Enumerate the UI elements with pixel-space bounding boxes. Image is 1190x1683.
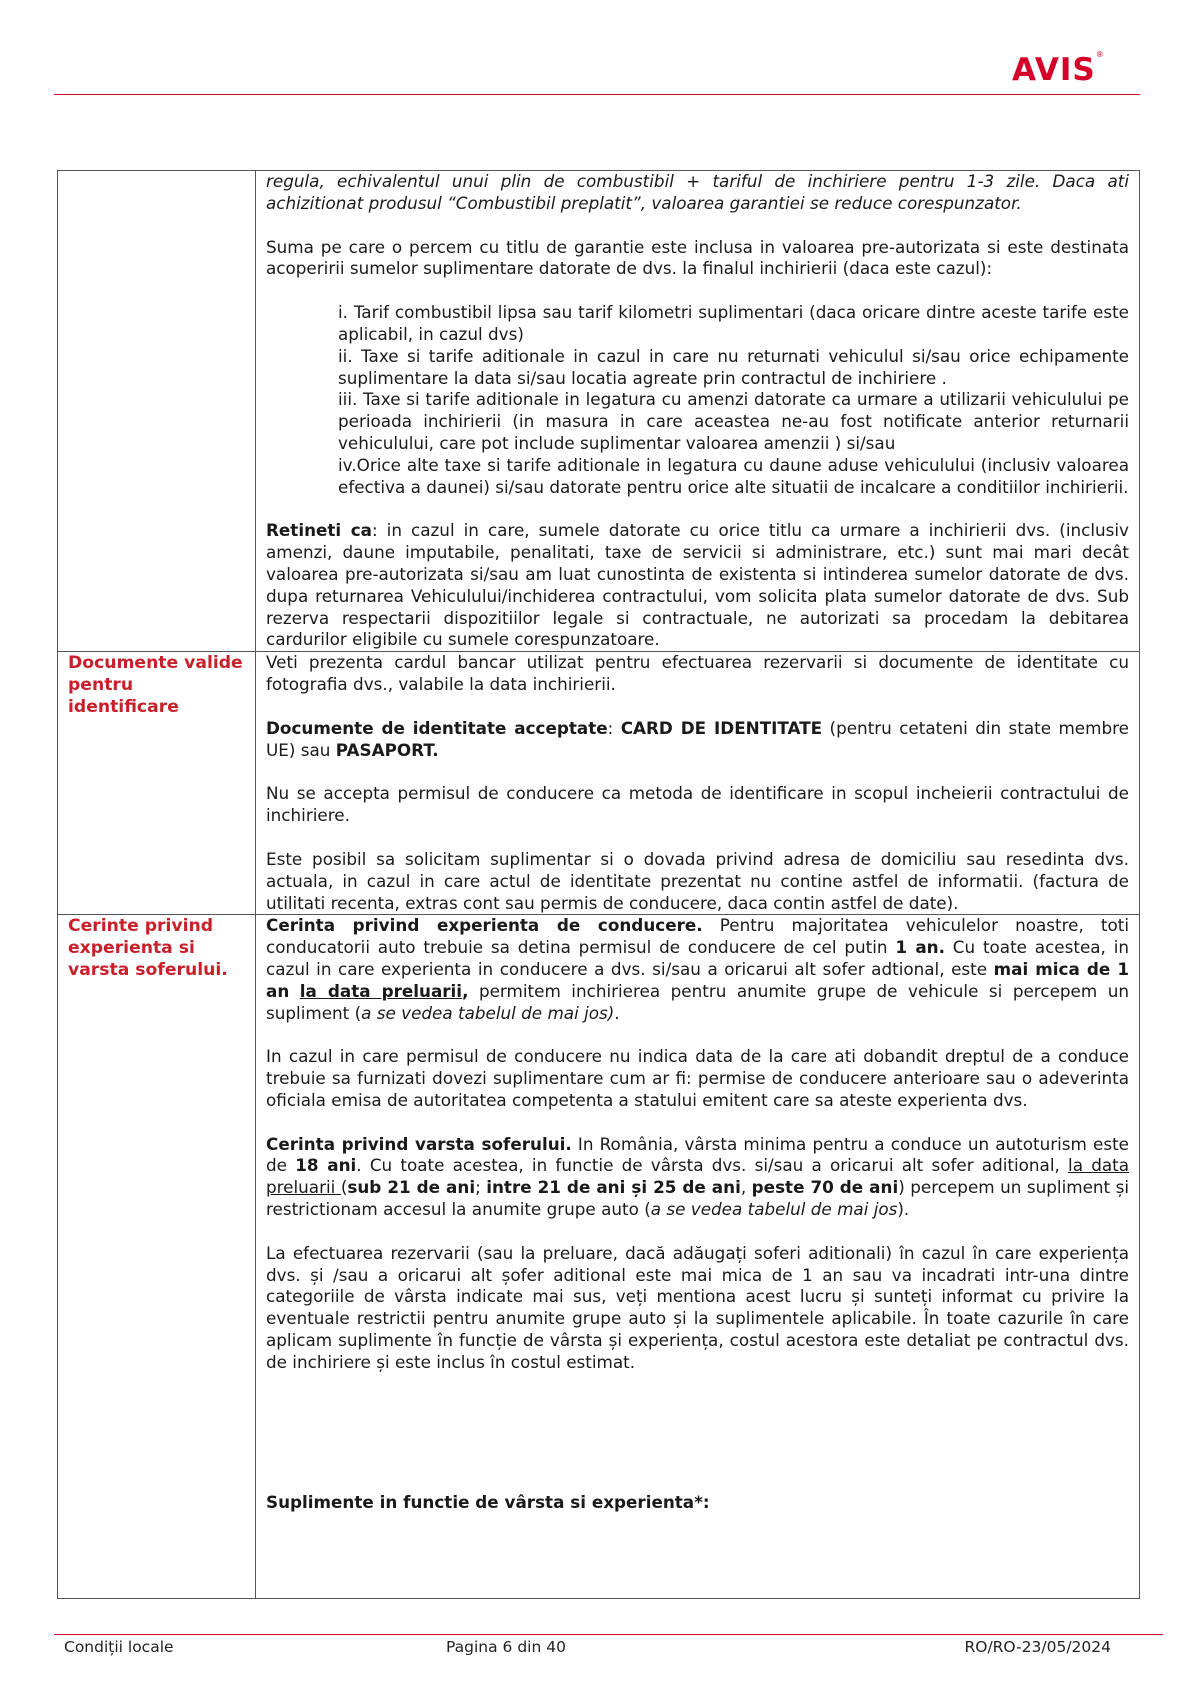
row-label (58, 171, 256, 652)
table-row (58, 915, 1140, 1599)
paragraph: Veti prezenta cardul bancar utilizat pentru efectuarea rezervarii si documente de identitate cu fotografia dvs., valabile la data inchirierii. (266, 652, 1129, 694)
row-content (256, 652, 1140, 915)
charges-list (266, 302, 1129, 498)
section-heading: Suplimente in functie de vârsta si experienta*: (266, 1491, 710, 1512)
list-item: iii. Taxe si tarife aditionale in legatura cu amenzi datorate ca urmare a utilizarii vehiculului pe perioada inchirierii (in masura in care aceastea ne-au fost notificate anterior returnarii vehiculului, care pot include suplimentar valoarea amenzii ) si/sau (338, 389, 1129, 453)
conditions-table (57, 170, 1140, 1599)
list-item: iv.Orice alte taxe si tarife aditionale in legatura cu daune aduse vehiculului (inclusiv valoarea efectiva a daunei) si/sau datorate pentru orice alte situatii de incalcare a conditiilor inchirierii. (338, 454, 1129, 497)
paragraph: Documente de identitate acceptate: CARD DE IDENTITATE (pentru cetateni din state membre UE) sau PASAPORT. (266, 717, 1129, 760)
paragraph: Suma pe care o percem cu titlu de garantie este inclusa in valoarea pre-autorizata si este destinata acoperirii sumelor suplimentare datorate de dvs. la finalul inchirierii (daca este cazul): (266, 236, 1129, 279)
paragraph: Cerinta privind varsta soferului. In România, vârsta minima pentru a conduce un autoturism este de 18 ani. Cu toate acestea, in functie de vârsta dvs. si/sau a oricarui alt sofer aditional, la data preluarii (sub 21 de ani; intre 21 de ani și 25 de ani, peste 70 de ani) percepem un supliment și restrictionam accesul la anumite grupe auto (a se vedea tabelul de mai jos). (266, 1133, 1130, 1220)
paragraph: Retineti ca: in cazul in care, sumele datorate cu orice titlu ca urmare a inchirierii dvs. (inclusiv amenzi, daune imputabile, penalitati, taxe de servicii si administrare, etc.) sunt mai mari decât valoarea pre-autorizata si/sau am luat cunostinta de existenta si intinderea sumelor datorate de dvs. dupa returnarea Vehiculului/inchiderea contractului, vom solicita plata sumelor datorate de dvs. Sub rezerva respectarii dispozitiilor legale si contractuale, ne autorizati sa procedam la debitarea cardurilor eligibile cu sumele corespunzatoare. (266, 520, 1129, 650)
avis-logo: AVIS® (1012, 49, 1104, 88)
paragraph: In cazul in care permisul de conducere nu indica data de la care ati dobandit dreptul de a conduce trebuie sa furnizati dovezi suplimentare cum ar fi: permise de conducere anterioare sau o adeverinta oficiala emisa de autoritatea competenta a statului emitent care sa ateste experienta dvs. (266, 1046, 1129, 1110)
row-content (256, 171, 1140, 652)
header-divider (54, 94, 1140, 95)
table-row (58, 652, 1140, 915)
row-label: Cerinte privind experienta si varsta soferului. (58, 915, 256, 1599)
paragraph: Cerinta privind experienta de conducere. Pentru majoritatea vehiculelor noastre, toti conducatorii auto trebuie sa detina permisul de conducere de cel putin 1 an. Cu toate acestea, in cazul in care experienta in conducere a dvs. si/sau a oricarui alt sofer adtional, este mai mica de 1 an la data preluarii, permitem inchirierea pentru anumite grupe de vehicule si percepem un supliment (a se vedea tabelul de mai jos). (266, 915, 1129, 1023)
row-content (256, 915, 1140, 1599)
paragraph: La efectuarea rezervarii (sau la preluare, dacă adăugați soferi aditionali) în cazul în care experiența dvs. și /sau a oricarui alt șofer aditional este mai mica de 1 an sau va incadrati intr-una dintre categoriile de vârsta indicate mai sus, veți mentiona acest lucru și sunteți informat cu privire la eventuale restrictii pentru anumite grupe auto și la suplimentele aplicabile. În toate cazurile în care aplicam suplimente în funcție de vârsta și experiența, costul acestora este detaliat pe contractul dvs. de inchiriere și este inclus în costul estimat. (266, 1242, 1129, 1372)
document-code: RO/RO-23/05/2024 (964, 1638, 1111, 1656)
page-number: Pagina 6 din 40 (446, 1638, 566, 1656)
paragraph: Este posibil sa solicitam suplimentar si o dovada privind adresa de domiciliu sau resedinta dvs. actuala, in cazul in care actul de identitate prezentat nu contine astfel de informatii. (factura de utilitati recenta, extras cont sau permis de conducere, daca contin astfel de date). (266, 848, 1129, 913)
paragraph: Nu se accepta permisul de conducere ca metoda de identificare in scopul incheierii contractului de inchiriere. (266, 783, 1129, 826)
paragraph: regula, echivalentul unui plin de combustibil + tariful de inchiriere pentru 1-3 zile. Daca ati achizitionat produsul “Combustibil preplatit”, valoarea garantiei se reduce corespunzator. (266, 171, 1129, 213)
list-item: ii. Taxe si tarife aditionale in cazul in care nu returnati vehiculul si/sau orice echipamente suplimentare la data si/sau locatia agreate prin contractul de inchiriere . (338, 345, 1129, 388)
list-item: i. Tarif combustibil lipsa sau tarif kilometri suplimentari (daca oricare dintre aceste tarife este aplicabil, in cazul dvs) (338, 302, 1129, 344)
table-row (58, 171, 1140, 652)
row-label: Documente valide pentru identificare (58, 652, 256, 915)
footer-divider (54, 1634, 1163, 1635)
footer-left: Condiții locale (64, 1638, 174, 1656)
